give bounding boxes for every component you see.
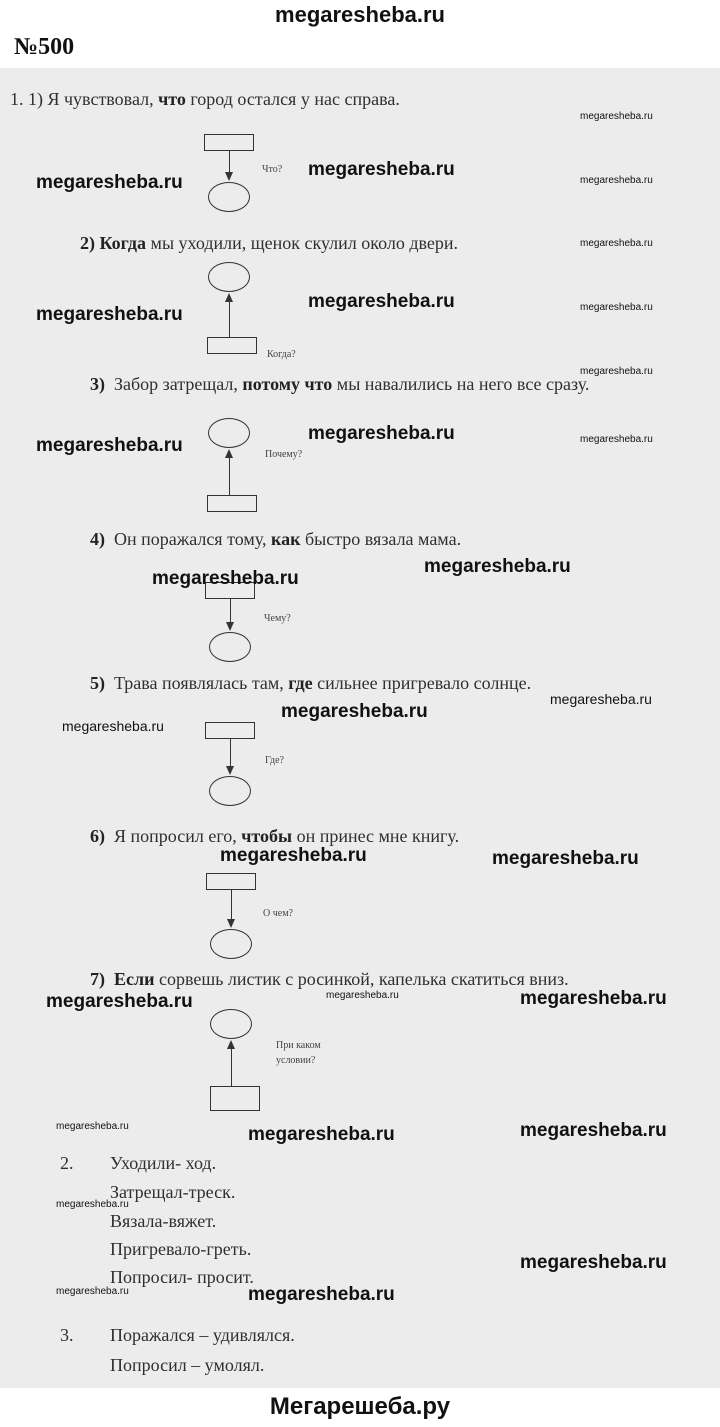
arrow-down-icon (225, 172, 233, 181)
watermark: megaresheba.ru (248, 1124, 395, 1145)
question-label: Когда? (267, 349, 296, 360)
main-clause-rect (207, 337, 257, 354)
question-label: Чему? (264, 613, 291, 624)
watermark: megaresheba.ru (580, 175, 653, 186)
watermark: megaresheba.ru (520, 1120, 667, 1141)
conjunction: Когда (99, 233, 147, 253)
connector-line (230, 599, 231, 623)
part1-label: 1. (10, 89, 24, 109)
sentence-text: Он поражался тому, (114, 529, 271, 549)
connector-line (229, 457, 230, 495)
watermark: megaresheba.ru (36, 172, 183, 193)
site-footer: Мегарешеба.ру (0, 1388, 720, 1427)
part3-line: Попросил – умолял. (110, 1355, 265, 1375)
part2-line: Уходили- ход. (110, 1153, 217, 1173)
subordinate-clause-oval (209, 632, 251, 662)
watermark: megaresheba.ru (550, 691, 652, 707)
item-number: 5) (90, 673, 105, 693)
watermark: megaresheba.ru (580, 302, 653, 313)
part2-label: 2. (60, 1153, 74, 1173)
watermark: megaresheba.ru (56, 1121, 129, 1132)
connector-line (229, 301, 230, 337)
task-number: №500 (14, 34, 75, 60)
sentence-text: сорвешь листик с росинкой, капелька скатиться вниз. (154, 969, 569, 989)
conjunction: чтобы (241, 826, 293, 846)
question-label (276, 1038, 321, 1068)
sentence-7 (90, 969, 569, 990)
sentence-text: Я чувствовал, (43, 89, 159, 109)
item-number: 4) (90, 529, 105, 549)
sentence-text: быстро вязала мама. (300, 529, 462, 549)
main-clause-rect (210, 1086, 260, 1111)
main-clause-rect (205, 722, 255, 739)
part3-label: 3. (60, 1325, 74, 1345)
item-number: 2) (80, 233, 95, 253)
item-number: 1) (28, 89, 43, 109)
watermark: megaresheba.ru (36, 304, 183, 325)
part2-line: Пригревало-греть. (110, 1239, 252, 1259)
subordinate-clause-oval (208, 262, 250, 292)
main-clause-rect (207, 495, 257, 512)
watermark: megaresheba.ru (220, 845, 367, 866)
question-label: Почему? (265, 449, 303, 460)
connector-line (229, 151, 230, 173)
item-number: 3) (90, 374, 105, 394)
item-number: 6) (90, 826, 105, 846)
connector-line (231, 1048, 232, 1086)
watermark: megaresheba.ru (326, 990, 399, 1001)
part2-line: Вязала-вяжет. (110, 1211, 217, 1231)
conjunction: что (158, 89, 186, 109)
sentence-3 (90, 374, 589, 395)
question-label: Что? (262, 164, 283, 175)
conjunction: потому что (242, 374, 333, 394)
watermark: megaresheba.ru (46, 991, 193, 1012)
sentence-text: Трава появлялась там, (114, 673, 289, 693)
sentence-2 (80, 233, 458, 254)
watermark: megaresheba.ru (308, 423, 455, 444)
sentence-text: мы навалились на него все сразу. (332, 374, 590, 394)
item-number: 7) (90, 969, 105, 989)
arrow-down-icon (227, 919, 235, 928)
sentence-text: Я попросил его, (114, 826, 242, 846)
watermark: megaresheba.ru (580, 238, 653, 249)
watermark: megaresheba.ru (424, 556, 571, 577)
sentence-4 (90, 529, 461, 550)
watermark: megaresheba.ru (281, 701, 428, 722)
watermark: megaresheba.ru (580, 111, 653, 122)
part2-line: Затрещал-треск. (110, 1182, 236, 1202)
watermark: megaresheba.ru (36, 435, 183, 456)
watermark: megaresheba.ru (152, 568, 299, 589)
question-line: При каком (276, 1040, 321, 1051)
watermark: megaresheba.ru (520, 988, 667, 1009)
sentence-text: он принес мне книгу. (292, 826, 460, 846)
watermark: megaresheba.ru (248, 1284, 395, 1305)
arrow-down-icon (226, 622, 234, 631)
connector-line (231, 890, 232, 920)
subordinate-clause-oval (209, 776, 251, 806)
watermark: megaresheba.ru (580, 434, 653, 445)
sentence-5 (90, 673, 531, 694)
main-clause-rect (204, 134, 254, 151)
question-line: условии? (276, 1055, 316, 1066)
main-clause-rect (206, 873, 256, 890)
sentence-text: мы уходили, щенок скулил около двери. (146, 233, 458, 253)
watermark: megaresheba.ru (308, 291, 455, 312)
question-label: Где? (265, 755, 284, 766)
subordinate-clause-oval (208, 418, 250, 448)
arrow-down-icon (226, 766, 234, 775)
subordinate-clause-oval (210, 1009, 252, 1039)
sentence-text: сильнее пригревало солнце. (312, 673, 532, 693)
sentence-6 (90, 826, 459, 847)
connector-line (230, 739, 231, 767)
question-label: О чем? (263, 908, 293, 919)
conjunction: Если (114, 969, 155, 989)
conjunction: где (288, 673, 313, 693)
watermark: megaresheba.ru (580, 366, 653, 377)
watermark: megaresheba.ru (56, 1199, 129, 1210)
subordinate-clause-oval (210, 929, 252, 959)
sentence-text: Забор затрещал, (114, 374, 243, 394)
sentence-1 (10, 89, 400, 110)
subordinate-clause-oval (208, 182, 250, 212)
conjunction: как (270, 529, 301, 549)
watermark: megaresheba.ru (520, 1252, 667, 1273)
watermark: megaresheba.ru (56, 1286, 129, 1297)
site-header: megaresheba.ru (275, 2, 445, 27)
sentence-text: город остался у нас справа. (185, 89, 400, 109)
part3-line: Поражался – удивлялся. (110, 1325, 295, 1345)
watermark: megaresheba.ru (492, 848, 639, 869)
watermark: megaresheba.ru (308, 159, 455, 180)
watermark: megaresheba.ru (62, 718, 164, 734)
part2-line: Попросил- просит. (110, 1267, 254, 1287)
